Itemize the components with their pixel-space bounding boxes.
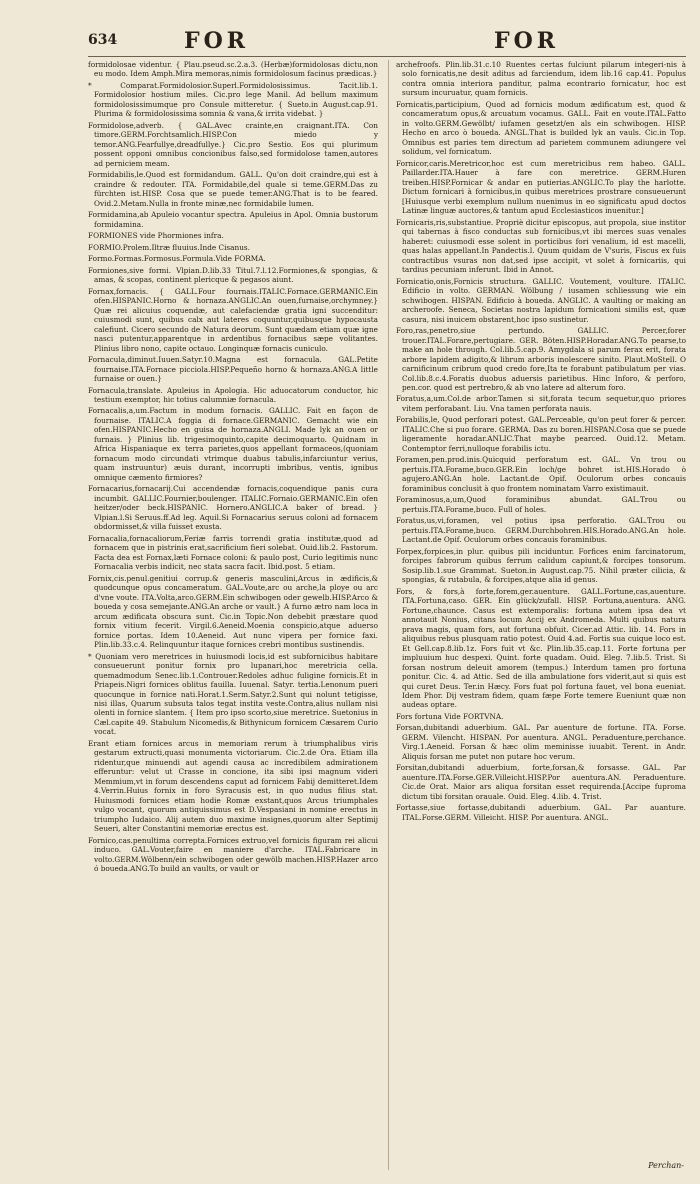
dictionary-entry: Formiones,sive formi. Vlpian.D.lib.33 Titul.7.l.12.Formiones,& spongias, & amas, & scopas, continent plericque & pegasos aiunt. [88,265,378,285]
dictionary-entry: FORMIO.Prolem.Iltræ fluuius.Inde Cisanus. [88,242,250,252]
dictionary-entry: Fornicaris,ris,substantiue. Propriè dicitur episcopus, aut propola, siue institor qui tabernas à fisco conductas sub fornicibus,vt ibi merces suas venales haberet: cuiusmodi esse solent in porticibus fori venalium, id est macelli, quas halas appellant.In Pandectis.l. Quum quidam de V'suris, Fiscus ex fuis contractibus vsuras non dat,sed ipse accipit, vt solet à fornicariis, qui tardius pecuniam inferunt. Ibid in Annot. [396,217,686,275]
dictionary-entry: Fornacula,translate. Apuleius in Apologia. Hic aduocatorum conductor, hic testium exemptor, hic totius calumniæ fornacula. [88,385,378,404]
dictionary-entry: Foraminosus,a,um,Quod foraminibus abundat. GAL.Trou ou pertuis.ITA.Forame,buco. Full of holes. [396,495,686,514]
dictionary-entry: Foratus,us,vi,foramen, vel potius ipsa perforatio. GAL.Trou ou pertuis.ITA.Forame,buco. GERM.Durchbohren.HIS.Horado.ANG.An hole. Lactant.de Opif. Oculorum orbes concauis foraminibus. [396,516,686,545]
dictionary-entry: Forsitan,dubitandi aduerbium, forte,forsan,& forsasse. GAL. Par auenture.ITA.Forse.GER.Villeicht.HISP.Por auentura.AN. Peraduenture. Cic.de Orat. Maior ars aliqua forsitan esset requirenda.[Accipe fuproma dictum tibi forsitan orauale. Ouid. Eleg. 4.lib. 4. Trist. [396,763,686,801]
running-head-left: FOR [184,28,250,54]
column-divider [388,60,389,1170]
dictionary-entry: FORMIONES vide Phormiones infra. [88,231,224,241]
dictionary-entry: Forpex,forpices,in plur. quibus pili inciduntur. Forfices enim farcinatorum, forcipes fabrorum quibus ferrum calidum capiunt,& forcipes tonsorum. Sosip.lib.1.sue Grammat. Sueton.in August.cap.75. Nihil præter cilicia, & spongias, & rutabula, & forcipes,atque alia id genus. [396,546,686,585]
dictionary-entry: Fornicatis,participium, Quod ad fornicis modum ædificatum est, quod & concameratum opus,& arcuatum vocamus. GALL. Fait en voute.ITAL.Fatto in volto.GERM.Gewölbt/ iufamen gesetzt/en als ein schwibogen. HISP. Hecho en arco ò boueda. ANGL.That is builded lyk an vauls. Cic.in Top. Omnibus est paries tem directum ad parietem communem adiungere vel solidum, vel fornicatum. [396,99,686,157]
right-column [396,60,686,1170]
dictionary-entry: formidolosae videntur. { Plau.pseud.sc.2.a.3. (Herbæ)formidolosas dictu,non eu modo. Idem Amph.Mira memoras,nimis formidolosum facinus prædicas.} [88,60,378,79]
dictionary-entry: Fornax,fornacis. { GALL.Four fournais.ITALIC.Fornace.GERMANIC.Ein ofen.HISPANIC.Horno & hornaza.ANGLIC.An ouen,furnaise,orchymney.} Quæ rei alicuius coquendæ, aut calefaciendæ gratia igni succenditur: cuiusmodi sunt, quibus calx aut lateres coquuntur,quibusque hypocausta calefiunt. Cicero secundo de Natura deorum. Sunt quædam etiam quæ igne nasci putentur,apparentque in ardentibus fornacibus sæpe volitantes. Plinius libro nono, capite octauo. Longinquæ fornacis cuniculo. [88,286,378,353]
dictionary-entry: Fornicatio,onis,Fornicis structura. GALLIC. Voutement, voulture. ITALIC. Edificio in volto. GERMAN. Wölbung / iusamen schliessung wie ein schwibogen. HISPAN. Edificio à boueda. ANGLIC. A vaulting or making an archeroofe. Seneca, Societas nostra lapidum fornicationi similis est, quæ casura, nisi inuicem obstarent,hoc ipso sustinetur. [396,276,686,324]
page-number: 634 [88,32,118,48]
dictionary-entry: Fornacalis,a,um.Factum in modum fornacis. GALLIC. Fait en façon de fournaise. ITALIC.A foggia di fornace.GERMANIC. Gemacht wie ein ofen.HISPANIC.Hecho en guisa de hornaza.ANGLI. Made lyk an ouen or furnais. } Plinius lib. trigesimoquinto,capite decimoquarto. Quidnam in Africa Hispaniaque ex terra parietes,quos appellant formaceos,(quoniam fornacum modo circundati vtrimque duabus tabulis,infarciuntur verius, quam instruuntur) æuis durant, incorrupti imbribus, ventis, ignibus omnique cæmento firmiores? [88,406,378,482]
dictionary-entry: Foro,ras,penetro,siue pertundo. GALLIC. Percer,forer trouer.ITAL.Forare,pertugiare. GER. Böten.HISP.Horadar.ANG.To pearse,to make an hole through. Col.lib.5.cap.9. Amygdala si parum ferax erit, forata arbore lapidem adigito,& librum arboris inolescere sinito. Plaut.MoStell. O carnificinum cribrum quod credo fore,Ita te forabunt patibulatum per vias. Col.lib.8.c.4.Foratis duobus aduersis parietibus. Hinc Inforo, & perforo, pen.cor. quod est pertrebro,& ab vno latere ad alterum foro. [396,326,686,392]
dictionary-entry: Foramen,pen.prod.inis.Quicquid perforatum est. GAL. Vn trou ou pertuis.ITA.Forame,buco.GER.Ein loch/ge bohret ist.HIS.Horado ò agujero.ANG.An hole. Lactant.de Opif. Oculorum orbes concauis foraminibus conclusit à quo frontem nominatam Varro existimauit. [396,455,686,493]
dictionary-entry: Fornacalia,fornacaliorum,Feriæ farris torrendi gratia institutæ,quod ad fornacem que in pistrinis erat,sacrificium fieri solebat. Ouid.lib.2. Fastorum. Facta dea est Fornax,læti Fornace coloni: & paulo post, Curio legitimis nunc Fornacalia verbis indicit, nec stata sacra facit. Ibid.post. 5 etiam. [88,533,378,572]
dictionary-entry: Fornico,cas.penultima correpta.Fornices extruo,vel fornicis figuram rei alicui induco. GAL.Vouter,faire en maniere d'arche. ITAL.Fabricare in volto.GERM.Wölbenn/ein schwibogen oder gewölb machen.HISP.Hazer arco ó boueda.ANG.To build an vaults, or vault or [88,835,378,874]
dictionary-entry: Formidamina,ab Apuleio vocantur spectra. Apuleius in Apol. Omnia bustorum formidamina. [88,210,378,229]
dictionary-entry: * Comparat.Formidolosior.Superl.Formidolosissimus. Tacit.lib.1. Formidolosior hostium miles. Cic.pro lege Manil. Ad bellum maximum formidolosissimumque pro Consule mitteretur. { Sueto.in August.cap.91. Plurima & formidolosissima somnia & vana,& irrita videbat. } [88,80,378,119]
catchword: Perchan- [648,1161,684,1170]
dictionary-entry: Formidolose,adverb. { GAL.Avec crainte,en craignant.ITA. Con timore.GERM.Forchtsamlich.HISP.Con miedo y temor.ANG.Fearfullye,dreadfullye.} Cic.pro Sestio. Eos qui plurimum possent opponi omnibus concionibus falso,sed formidolose tamen,autores ad perniciem meam. [88,120,378,168]
dictionary-entry: Forabilis,le, Quod perforari potest. GAL.Perceable, qu'on peut forer & percer. ITALIC.Che si puo forare. GERMA. Das zu boren.HISPAN.Cosa que se puede ligeramente horadar.ANLIC.That maybe pearced. Ouid.12. Metam. Contemptor ferri,nulloque forabilis ictu. [396,415,686,453]
dictionary-entry: Fornacula,diminut.Iuuen.Satyr.10.Magna est fornacula. GAL.Petite fournaise.ITA.Fornace picciola.HISP.Pequeño horno & hornaza.ANG.A little furnaise or ouen.} [88,355,378,384]
left-column [88,60,378,1170]
dictionary-entry: * Quoniam vero meretrices in huiusmodi locis,id est subfornicibus habitare consueuerunt ponitur fornix pro lupanari,hoc meretricia cella. quemadmodum Senec.lib.1.Controuer.Redoles adhuc fuligine fornicis.Et in Priapeis.Nigri fornices oblitus fauilla. Iuuenal. Satyr. tertia.Lenonum pueri quocunque in fornice nati.Horat.1.Serm.Satyr.2.Sunt qui nolunt tetigisse, nisi illas, Quarum subsuta talos tegat instita veste.Contra,alius nullam nisi olenti in fornice slantem. { Item pro ipso scorto,siue meretrice. Suetonius in Cæl.capite 49. Stabulum Nicomedis,& Bithynicum fornicem Cæsarem Curio vocat. [88,651,378,737]
dictionary-entry: Fors, & fors,à forte,forem,ger.auenture. GALL.Fortune,cas,auenture. ITA.Fortuna,caso. GER. Ein glück/zufall. HISP. Fortuna,auentura. ANG. Fortune,chaunce. Casus est extemporalis: fortuna autem ipsa dea vt annotauit Nonius, citans locum Accij ex Andromeda. Multi quibus natura prava magis, quam fors, aut fortuna obfuit. Cicer.ad Attic. lib. 14. Fors in aliquibus rebus plusquam ratio potest. Ouid 4.ad. Fortis sua cuique loco est. Et Gell.cap.8.lib.1z. Fors fuit vt &c. Plin.lib.35.cap.11. Forte fortuna per impluuium huc despexi. Quint. forte quadam. Ouid. Eleg. 7.lib.5. Trist. Si forsan nostrum deleuit amorem (tempus.) Interdum tamen pro fortuna ponitur. Cic. 4. ad Attic. Sed de illa ambulatione fors viderit,aut si quis est qui curet Deus. Ter.in Hæcy. Fors fuat pol fortuna fauet, vel bona eueniat. Idem Phor. Dij vestram fidem, quam fæpe Forte temere Eueniunt quæ non audeas optare. [396,586,686,710]
dictionary-entry: Fornicor,caris.Meretricor,hoc est cum meretricibus rem habeo. GALL. Paillarder.ITA.Hauer à fare con meretrice. GERM.Huren treiben.HISP.Fornicar & andar en putierias.ANGLIC.To play the harlotte. Dictum fornicari à fornicibus,in quibus meretrices prostrare consueuerunt [Huiusque verbi exemplum nullum nuenimus in eo significatu apud doctos Latinæ linguæ auctores,& tantum apud Ecclesiasticos inuenitur.] [396,158,686,216]
dictionary-entry: Erant etiam fornices arcus in memoriam rerum à triumphalibus viris gestarum extructi,quasi monumenta victoriarum. Cic.2.de Ora. Etiam illa ridentur,que minuendi aut agendi causa ac incredibilem admirationem efferuntur: velut ut Crasse in concione, ita sibi ipsi magnum videri Memmium,vt in forum descendens caput ad fornicem Fabij demitteret.Idem 4.Verrin.Huius fornix in foro Syracusis est, in quo nudus filius stat. Huiusmodi fornices etiam hodie Romæ exstant,quos Arcus triumphales vulgo vocant, quorum antiquissimus est D.Vespasiani in nomine erectus in triumpho Iudaico. Alij autem duo maxime insignes,quorum alter Septimij Seueri, alter Constantini memoriæ erectus est. [88,738,378,834]
dictionary-entry: Fornix,cis.penul.genitiui corrup.& generis masculini,Arcus in ædificis,& quodcunque opus concameratum. GAL.Voute,arc ou arche,la ploye ou arc d'vne voute. ITA.Volta,arco.GERM.Ein schwibogen oder gewelb.HISP.Arco & boueda y cosa semejante.ANG.An arche or vault.} A furno ætro nam loca in arcum ædificata obscura sunt. Cic.in Topic.Non debebit præstare quod fornix vitium fecerit. Virgil.6.Aeneid.Moenia conspicio,atque aduerso fornice portas. Idem 10.Aeneid. Aut nunc vipera per fornice faxi. Plin.lib.33.c.4. Relinquuntur itaque fornices crebri montibus sustinendis. [88,573,378,650]
dictionary-entry: Fornacarius,fornacarij.Cui accendendæ fornacis,coquendique panis cura incumbit. GALLIC.Fournier,boulenger. ITALIC.Fornaio.GERMANIC.Ein ofen heitzer/oder beck.HISPANIC. Hornero.ANGLIC.A baker of bread. } Vlpian.l.Si Seruus.ff.Ad leg. Aquil.Si Fornacarius seruus coloni ad fornacem obdormisset,& villa fuisset exusta. [88,484,378,532]
dictionary-entry: Formo.Formas.Formosus.Formula.Vide FORMA. [88,254,266,264]
dictionary-entry: archefroofs. Plin.lib.31.c.10 Ruentes certas fulciunt pilarum integeri-nis à solo fornicatis,ne desit aditus ad farciendum, idem lib.16 cap.41. Populus contra omnia interiora panditur, palma econtrario fornicatur, hoc est sursum incuruatur, quam fornicis. [396,60,686,98]
running-head-right: FOR [494,28,560,54]
dictionary-entry: Foratus,a,um.Col.de arbor.Tamen si sit,forata tecum sequetur,quo priores vitem perforabant. Liu. Vna tamen perforata nauis. [396,394,686,413]
dictionary-entry: Formidabilis,le.Quod est formidandum. GALL. Qu'on doit craindre,qui est à craindre & redouter. ITA. Formidabile,del quale si teme.GERM.Das zu fürchten ist.HISP. Cosa que se puede temer.ANG.That is to be feared. Ovid.2.Metam.Nulla in fronte minæ,nec formidabile lumen. [88,170,378,208]
dictionary-entry: Forsan,dubitandi aduerbium. GAL. Par auenture de fortune. ITA. Forse. GERM. Vilencht. HISPAN. Por auentura. ANGL. Peraduenture,perchance. Virg.1.Aeneid. Forsan & hæc olim meminisse iuuabit. Terent. in Andr. Aliquis forsan me putet non putare hoc verum. [396,723,686,761]
header-rule [88,56,686,57]
dictionary-entry: Fortasse,siue fortasse,dubitandi aduerbium. GAL. Par auanture. ITAL.Forse.GERM. Villeicht. HISP. Por auentura. ANGL. [396,803,686,822]
dictionary-entry: Fors fortuna Vide FORTVNA. [396,711,504,721]
